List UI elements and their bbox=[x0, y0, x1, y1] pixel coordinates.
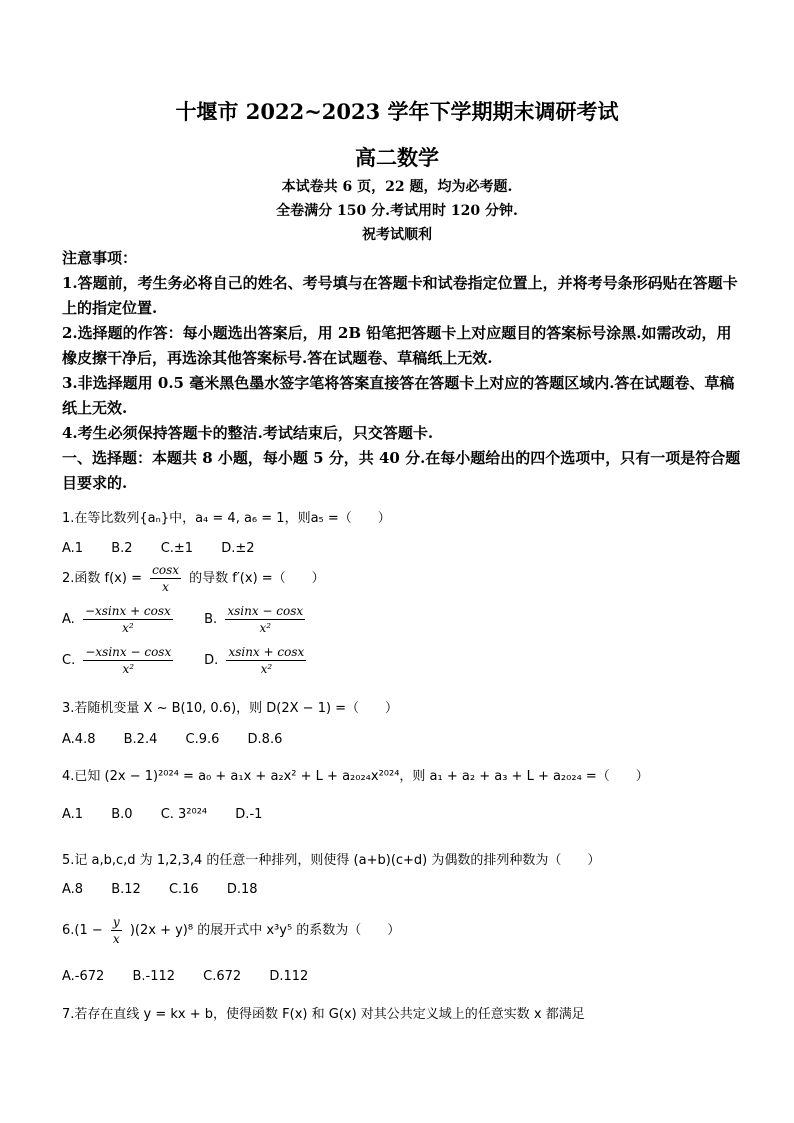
exam-title: 十堰市 2022~2023 学年下学期期末调研考试 bbox=[175, 99, 619, 124]
option-a: A.1 bbox=[62, 807, 84, 822]
option-d: D.112 bbox=[269, 969, 309, 984]
question-2-stem bbox=[62, 563, 325, 594]
fraction-denominator: x² bbox=[259, 621, 272, 635]
option-b: B.2 bbox=[111, 541, 133, 556]
question-5-options bbox=[62, 882, 282, 897]
fraction-numerator: xsinx + cosx bbox=[228, 645, 305, 659]
exam-info-line: 本试卷共 6 页，22 题，均为必考题. bbox=[281, 179, 513, 195]
option-b: B.12 bbox=[111, 882, 141, 897]
question-6-stem bbox=[62, 915, 400, 946]
fraction-denominator: x bbox=[112, 932, 120, 946]
question-2-options-row-2 bbox=[62, 645, 342, 676]
option-label: C. bbox=[62, 653, 76, 668]
note-item: 2.选择题的作答：每小题选出答案后，用 2B 铅笔把答题卡上对应题目的答案标号涂黑.如需改动，用橡皮擦干净后，再选涂其他答案标号.答在试题卷、草稿纸上无效. bbox=[62, 324, 732, 367]
option-label: A. bbox=[62, 612, 75, 627]
option-d bbox=[204, 645, 342, 676]
option-a: A.8 bbox=[62, 882, 84, 897]
fraction bbox=[83, 604, 173, 635]
question-3-options bbox=[62, 732, 306, 747]
question-1-stem: 1.在等比数列{aₙ}中，a₄ = 4, a₆ = 1，则a₅ =（ ） bbox=[62, 511, 391, 526]
fraction-denominator: x² bbox=[260, 662, 273, 676]
option-c: C.672 bbox=[203, 969, 242, 984]
fraction-numerator: −xsinx + cosx bbox=[84, 604, 171, 618]
note-item: 1.答题前，考生务必将自己的姓名、考号填与在答题卡和试卷指定位置上，并将考号条形码贴在答题卡上的指定位置. bbox=[62, 274, 738, 317]
fraction bbox=[225, 604, 305, 635]
exam-subject: 高二数学 bbox=[355, 145, 439, 170]
question-2-stem-prefix: 2.函数 f(x) = bbox=[62, 571, 142, 586]
fraction bbox=[150, 563, 181, 594]
question-6-stem-prefix: 6.(1 − bbox=[62, 923, 103, 938]
option-a: A.1 bbox=[62, 541, 84, 556]
fraction-denominator: x bbox=[162, 580, 169, 594]
note-item: 3.非选择题用 0.5 毫米黑色墨水签字笔将答案直接答在答题卡上对应的答题区域内.答在试题卷、草稿纸上无效. bbox=[62, 374, 735, 417]
question-6-stem-suffix: )(2x + y)⁸ 的展开式中 x³y⁵ 的系数为（ ） bbox=[129, 923, 401, 938]
fraction-numerator: y bbox=[112, 915, 120, 929]
option-d: D.-1 bbox=[235, 807, 263, 822]
fraction bbox=[111, 915, 122, 946]
fraction-denominator: x² bbox=[122, 621, 134, 635]
question-4-options bbox=[62, 807, 286, 822]
option-a: A.4.8 bbox=[62, 732, 96, 747]
question-7-stem: 7.若存在直线 y = kx + b，使得函数 F(x) 和 G(x) 对其公共定义域上的任意实数 x 都满足 bbox=[62, 1007, 585, 1022]
question-4-stem: 4.已知 (2x − 1)²⁰²⁴ = a₀ + a₁x + a₂x² + L + a₂₀₂₄x²⁰²⁴，则 a₁ + a₂ + a₃ + L + a₂₀₂₄ =（ ） bbox=[62, 769, 649, 784]
question-1-options bbox=[62, 541, 279, 556]
option-b bbox=[204, 604, 342, 635]
option-a bbox=[62, 604, 200, 635]
option-a: A.-672 bbox=[62, 969, 105, 984]
exam-info-line: 祝考试顺利 bbox=[362, 227, 432, 243]
option-d: D.8.6 bbox=[247, 732, 283, 747]
option-c: C.±1 bbox=[160, 541, 194, 556]
option-c bbox=[62, 645, 200, 676]
fraction bbox=[83, 645, 173, 676]
fraction bbox=[226, 645, 306, 676]
option-c: C.9.6 bbox=[185, 732, 220, 747]
option-d: D.±2 bbox=[221, 541, 255, 556]
question-3-stem: 3.若随机变量 X ~ B(10, 0.6)，则 D(2X − 1) =（ ） bbox=[62, 701, 399, 716]
option-d: D.18 bbox=[226, 882, 258, 897]
note-item: 4.考生必须保持答题卡的整洁.考试结束后，只交答题卡. bbox=[62, 424, 434, 442]
section-heading: 一、选择题：本题共 8 小题，每小题 5 分，共 40 分.在每小题给出的四个选项中，只有一项是符合题目要求的. bbox=[62, 449, 741, 492]
question-2-options-row-1 bbox=[62, 604, 342, 635]
question-2-stem-suffix: 的导数 f′(x) =（ ） bbox=[189, 571, 325, 586]
option-label: D. bbox=[204, 653, 219, 668]
option-b: B.-112 bbox=[132, 969, 176, 984]
exam-info-line: 全卷满分 150 分.考试用时 120 分钟. bbox=[276, 203, 518, 219]
fraction-numerator: −xsinx − cosx bbox=[85, 645, 172, 659]
option-b: B.0 bbox=[111, 807, 133, 822]
option-c: C. 3²⁰²⁴ bbox=[160, 807, 208, 822]
notes-heading: 注意事项： bbox=[62, 249, 138, 267]
option-c: C.16 bbox=[168, 882, 199, 897]
option-b: B.2.4 bbox=[123, 732, 158, 747]
option-label: B. bbox=[204, 612, 218, 627]
question-5-stem: 5.记 a,b,c,d 为 1,2,3,4 的任意一种排列，则使得 (a+b)(c+d) 为偶数的排列种数为（ ） bbox=[62, 853, 601, 868]
fraction-denominator: x² bbox=[122, 662, 135, 676]
question-6-options bbox=[62, 969, 332, 984]
fraction-numerator: xsinx − cosx bbox=[227, 604, 304, 618]
fraction-numerator: cosx bbox=[152, 563, 179, 577]
